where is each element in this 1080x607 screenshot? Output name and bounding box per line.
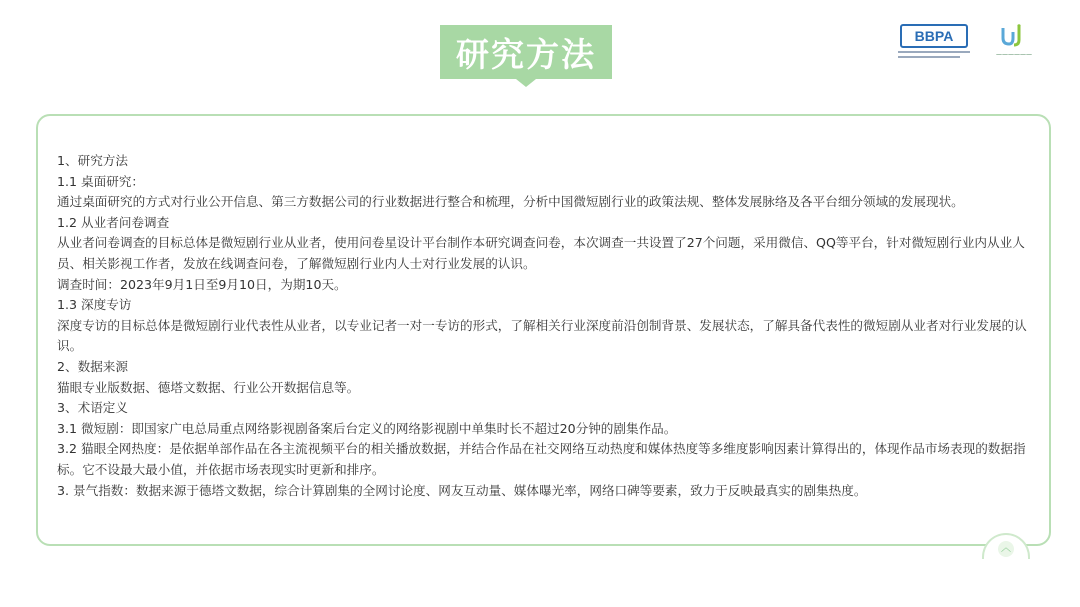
paragraph-survey: 从业者问卷调查的目标总体是微短剧行业从业者，使用问卷星设计平台制作本研究调查问卷，本次调查一共设置了27个问题，采用微信、QQ等平台，针对微短剧行业内从业人员、相关影视工作者，发放在线调查问卷，了解微短剧行业内人士对行业发展的认识。 [57, 235, 1025, 271]
bbpa-logo-caption [898, 51, 970, 61]
page-title: 研究方法 [440, 25, 612, 79]
wj-logo-mark [1000, 24, 1028, 48]
wj-logo-caption: —————— [996, 51, 1032, 58]
section-heading-data-sources: 2、数据来源 [57, 358, 128, 374]
subheading-survey: 1.2 从业者问卷调查 [57, 214, 170, 230]
page-title-banner [440, 25, 612, 87]
paragraph-desk-research: 通过桌面研究的方式对行业公开信息、第三方数据公司的行业数据进行整合和梳理，分析中国微短剧行业的政策法规、整体发展脉络及各平台细分领域的发展现状。 [57, 194, 964, 210]
definition-boom-index: 3. 景气指数：数据来源于德塔文数据，综合计算剧集的全网讨论度、网友互动量、媒体曝光率，网络口碑等要素，致力于反映最真实的剧集热度。 [57, 482, 867, 498]
bbpa-logo-mark: BBPA [900, 24, 968, 48]
paragraph-interviews: 深度专访的目标总体是微短剧行业代表性从业者，以专业记者一对一专访的形式，了解相关行业深度前沿创制背景、发展状态，了解具备代表性的微短剧从业者对行业发展的认识。 [57, 317, 1027, 354]
paragraph-data-sources: 猫眼专业版数据、德塔文数据、行业公开数据信息等。 [57, 379, 360, 395]
subheading-interviews: 1.3 深度专访 [57, 297, 132, 313]
section-heading-definitions: 3、术语定义 [57, 400, 128, 416]
definition-micro-drama: 3.1 微短剧：即国家广电总局重点网络影视剧备案后台定义的网络影视剧中单集时长不超过20分钟的剧集作品。 [57, 420, 677, 436]
wj-logo [984, 24, 1044, 60]
subheading-desk-research: 1.1 桌面研究： [57, 173, 145, 189]
title-notch [516, 79, 536, 87]
chevron-up-icon: ︿ [998, 541, 1014, 557]
content-body [57, 151, 1042, 501]
section-heading-research-methods: 1、研究方法 [57, 153, 128, 168]
bbpa-logo [896, 24, 972, 62]
paragraph-survey-time: 调查时间：2023年9月1日至9月10日，为期10天。 [57, 276, 347, 292]
definition-maoyan-heat: 3.2 猫眼全网热度：是依据单部作品在各主流视频平台的相关播放数据，并结合作品在社交网络互动热度和媒体热度等多维度影响因素计算得出的，体现作品市场表现的数据指标。它不设最大最小值，并依据市场表现实时更新和排序。 [57, 441, 1026, 477]
